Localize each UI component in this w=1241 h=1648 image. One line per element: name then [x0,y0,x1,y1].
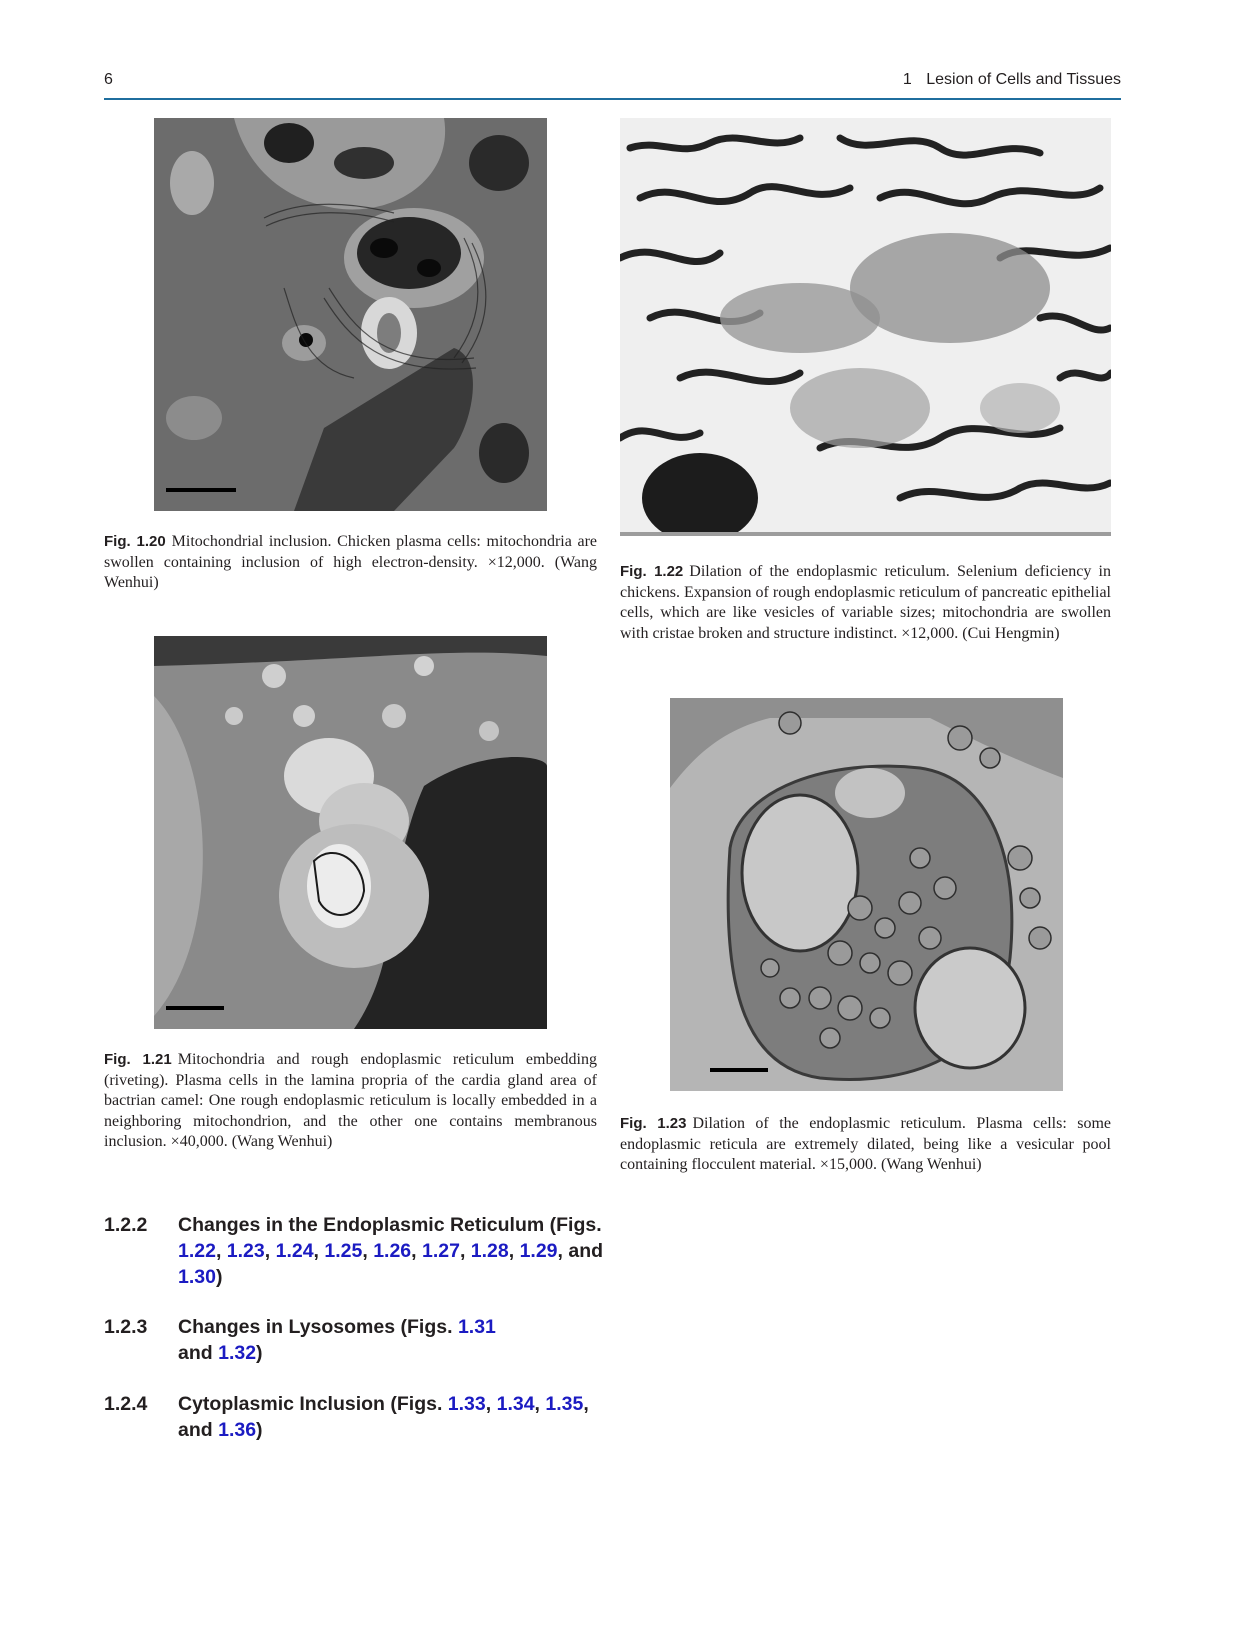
figure-ref-link[interactable]: 1.29 [519,1240,558,1262]
figure-label: Fig. 1.21 [104,1051,172,1068]
figure-ref-link[interactable]: 1.26 [373,1240,412,1262]
figure-ref-link[interactable]: 1.36 [218,1419,257,1441]
section-heading-1-2-2 [104,1212,604,1290]
section-heading-1-2-4 [104,1391,604,1443]
chapter-number: 1 [902,71,912,88]
running-head [903,71,1121,89]
section-heading-1-2-3 [104,1314,504,1366]
caption-text: Mitochondrial inclusion. Chicken plasma cells: mitochondria are swollen containing inclusion of high electron-density. ×12,000. (Wang Wenhui) [104,533,597,591]
figure-ref-link[interactable]: 1.24 [275,1240,314,1262]
figure-ref-link[interactable]: 1.27 [421,1240,460,1262]
section-title [178,1212,604,1290]
ref-separator: , [362,1240,374,1262]
caption-fig-1-20 [104,532,597,594]
figure-label: Fig. 1.20 [104,533,166,550]
micrograph-fig-1-21 [154,636,547,1029]
section-number: 1.2.2 [104,1214,148,1236]
micrograph-fig-1-20 [154,118,547,511]
figure-ref-link[interactable]: 1.34 [496,1393,535,1415]
ref-separator: , [508,1240,520,1262]
caption-text: Mitochondria and rough endoplasmic reticulum embedding (riveting). Plasma cells in the lamina propria of the cardia gland area of bactrian camel: One rough endoplasmic reticulum is locally embedded in a neighboring mitochondrion, and the other one contains membranous inclusion. ×40,000. (Wang Wenhui) [104,1051,597,1150]
ref-separator: , [411,1240,422,1262]
ref-separator: , [264,1240,276,1262]
caption-text: Dilation of the endoplasmic reticulum. Selenium deficiency in chickens. Expansion of rough endoplasmic reticulum of pancreatic epithelial cells, which are like vesicles of variable sizes; mitochondria are swollen with cristae broken and structure indistinct. ×12,000. (Cui Hengmin) [620,563,1112,642]
caption-fig-1-21 [104,1050,597,1153]
micrograph-fig-1-23 [670,698,1063,1091]
figure-ref-link[interactable]: 1.35 [545,1393,584,1415]
section-title-text: Cytoplasmic Inclusion (Figs. [178,1393,448,1415]
chapter-title: Lesion of Cells and Tissues [926,71,1121,88]
section-title-text: Changes in the Endoplasmic Reticulum (Figs. [178,1214,602,1236]
figure-ref-link[interactable]: 1.33 [447,1393,486,1415]
micrograph-fig-1-22 [620,118,1111,536]
ref-separator: , [534,1393,546,1415]
caption-text: Dilation of the endoplasmic reticulum. Plasma cells: some endoplasmic reticula are extremely dilated, being like a vesicular pool containing flocculent material. ×15,000. (Wang Wenhui) [620,1115,1112,1173]
figure-ref-link[interactable]: 1.31 [457,1316,496,1338]
figure-ref-link[interactable]: 1.30 [178,1266,216,1288]
ref-separator: , [485,1393,497,1415]
figure-label: Fig. 1.22 [620,563,684,580]
section-title-suffix: ) [256,1419,263,1441]
figure-label: Fig. 1.23 [620,1115,687,1132]
section-title [178,1314,504,1366]
figure-ref-link[interactable]: 1.22 [178,1240,216,1262]
ref-separator: , [313,1240,325,1262]
ref-separator: , and [557,1240,604,1262]
figure-ref-link[interactable]: 1.32 [218,1342,257,1364]
caption-fig-1-22 [620,562,1111,644]
header-rule [104,98,1121,100]
ref-separator: , and [178,1393,589,1441]
section-number: 1.2.3 [104,1316,148,1338]
figure-ref-link[interactable]: 1.25 [324,1240,363,1262]
ref-separator: , [215,1240,227,1262]
figure-ref-link[interactable]: 1.23 [226,1240,265,1262]
section-title-suffix: ) [256,1342,263,1364]
section-title [178,1391,604,1443]
ref-separator: , [459,1240,471,1262]
section-title-suffix: ) [215,1266,223,1288]
section-title-text: Changes in Lysosomes (Figs. [178,1316,458,1338]
section-number: 1.2.4 [104,1393,148,1415]
page-number: 6 [104,71,113,88]
ref-separator: and [178,1342,219,1364]
figure-ref-link[interactable]: 1.28 [470,1240,509,1262]
caption-fig-1-23 [620,1114,1111,1176]
